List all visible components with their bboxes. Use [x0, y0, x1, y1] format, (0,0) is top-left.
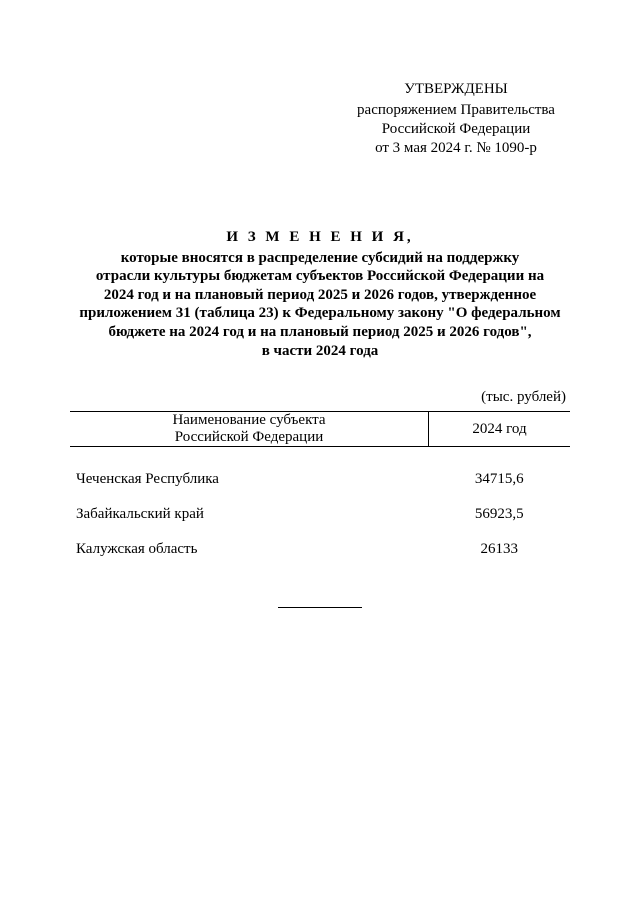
document-title	[60, 228, 580, 360]
end-of-document-rule	[278, 607, 362, 608]
title-line-5: бюджете на 2024 год и на плановый период 2025 и 2026 годов",	[108, 323, 532, 340]
subsidy-table	[70, 411, 570, 566]
row-amount: 26133	[480, 540, 518, 557]
row-subject-name: Калужская область	[76, 540, 198, 557]
row-amount: 34715,6	[474, 470, 524, 487]
row-amount: 56923,5	[474, 505, 524, 522]
table-row	[70, 531, 570, 566]
approval-line-3: от 3 мая 2024 г. № 1090-р	[375, 140, 537, 156]
units-note: (тыс. рублей)	[481, 389, 566, 405]
approval-block	[340, 80, 572, 158]
header-subject-name-line-1: Наименование субъекта	[172, 412, 326, 428]
row-subject-name: Чеченская Республика	[76, 470, 219, 487]
approval-line-2: Российской Федерации	[381, 121, 531, 137]
table-header-row	[70, 412, 570, 447]
row-subject-name: Забайкальский край	[76, 505, 204, 522]
header-subject-name-line-2: Российской Федерации	[174, 429, 324, 445]
title-heading: И З М Е Н Е Н И Я,	[226, 229, 414, 245]
approval-heading: УТВЕРЖДЕНЫ	[404, 81, 508, 97]
title-line-4: приложением 31 (таблица 23) к Федеральному закону "О федеральном	[79, 305, 561, 322]
header-subject-name	[70, 412, 429, 447]
table-row	[70, 447, 570, 497]
approval-line-1: распоряжением Правительства	[357, 102, 555, 118]
header-year: 2024 год	[429, 412, 571, 447]
title-line-6: в части 2024 года	[261, 342, 379, 359]
title-line-2: отрасли культуры бюджетам субъектов Российской Федерации на	[95, 268, 545, 285]
title-line-1: которые вносятся в распределение субсидий на поддержку	[120, 249, 520, 266]
title-line-3: 2024 год и на плановый период 2025 и 2026 годов, утвержденное	[103, 286, 537, 303]
table-row	[70, 496, 570, 531]
